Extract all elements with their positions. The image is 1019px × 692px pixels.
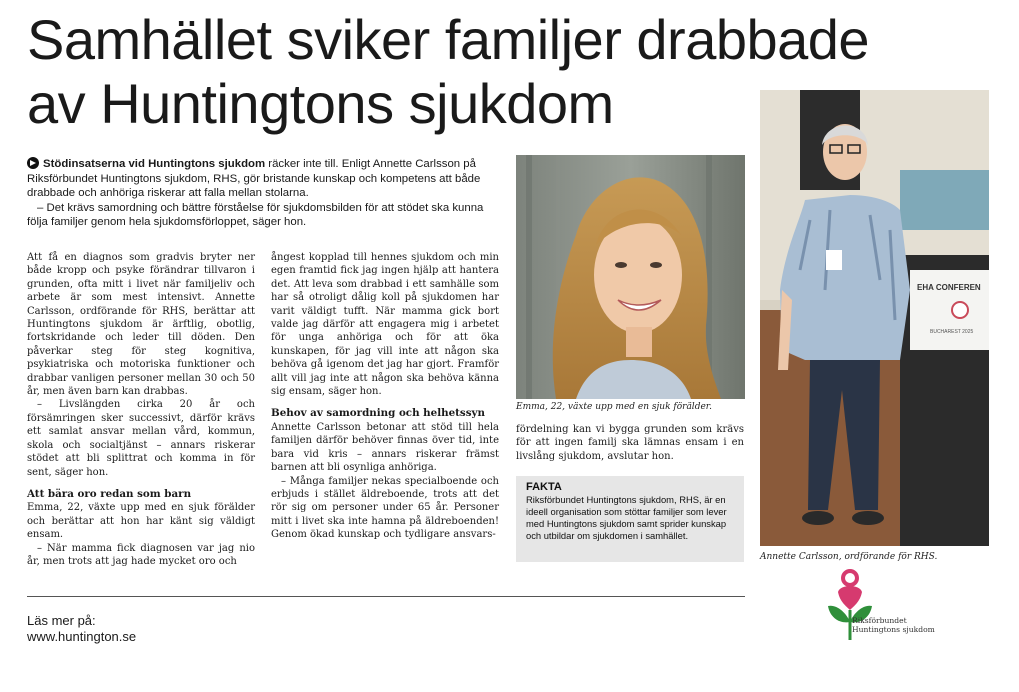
article-column-1 [27, 251, 255, 568]
article-column-3 [516, 423, 744, 463]
sign-text-1: EHA CONFEREN [917, 283, 981, 292]
footer-divider [27, 596, 745, 597]
lead-text-1: räcker inte till. Enligt Annette Carlsson på Riksförbundet Huntingtons sjukdom, RHS, gör bristande kunskap och kompetens att både drabbade och anhöriga riskerar att falla mellan stolarna. [27, 158, 481, 200]
photo-emma-illustration [516, 155, 745, 399]
col1-paragraph-2: – Livslängden cirka 20 år och försämringen sker successivt, därför krävs ett samlat ansvar mellan vård, kommun, skola och socialtjänst – annars riskerar stödet att bli splittrat och komma in för sent, säger hon. [27, 399, 255, 478]
headline-line-2: av Huntingtons sjukdom [27, 72, 614, 135]
headline-line-1: Samhället sviker familjer drabbade [27, 8, 870, 71]
photo-emma [516, 155, 745, 399]
lead-paragraph [27, 157, 497, 230]
logo-text [852, 616, 935, 634]
caption-emma: Emma, 22, växte upp med en sjuk förälder. [516, 402, 712, 412]
lead-text-2: – Det krävs samordning och bättre förståelse för sjukdomsbilden för att stödet ska kunna följa familjer genom hela sjukdomsförloppet, säger hon. [27, 201, 484, 229]
rhs-logo [824, 566, 934, 644]
logo-text-line-2: Huntingtons sjukdom [852, 625, 935, 634]
sign-text-2: BUCHAREST 2025 [930, 329, 974, 335]
article-column-2 [271, 251, 499, 542]
col1-subheading: Att bära oro redan som barn [27, 487, 192, 500]
col1-paragraph-1: Att få en diagnos som gradvis bryter ner både kropp och psyke förändrar tillvaron i grunden, ofta mitt i livet när familjeliv och arbete är som mest intensivt. Annette Carlsson, ordförande för RHS, berättar att Huntingtons sjukdom är ärftlig, obotlig, fortskridande och leder till döden. Den påverkar steg för steg kognitiva, psykiatriska och motoriska funktioner och drabbar vanligen personer mellan 30 och 50 år, men även barn kan drabbas. [27, 252, 255, 398]
col2-paragraph-2: Annette Carlsson betonar att stöd till hela familjen därför behöver finnas över tid, inte bara vid kris – annars riskerar främst barnen att bli osynliga anhöriga. [271, 421, 499, 474]
col1-paragraph-4: – När mamma fick diagnosen var jag nio år, men trots att jag hade mycket oro och [27, 542, 255, 567]
read-more-label: Läs mer på: [27, 613, 96, 628]
headline [27, 8, 870, 136]
photo-annette-illustration [760, 90, 989, 546]
fakta-box [516, 476, 744, 562]
lead-bold: Stödinsatserna vid Huntingtons sjukdom [43, 158, 266, 170]
read-more [27, 613, 136, 645]
col3-paragraph-1: fördelning kan vi bygga grunden som krävs för att ingen familj ska lämnas ensam i en livslång sjukdom, avslutar hon. [516, 424, 744, 462]
arrow-bullet-icon [27, 157, 39, 169]
col2-subheading: Behov av samordning och helhetssyn [271, 407, 485, 420]
fakta-title: FAKTA [526, 481, 562, 493]
col1-paragraph-3: Emma, 22, växte upp med en sjuk förälder och berättar att hon har känt sig väldigt ensam. [27, 502, 255, 541]
fakta-body: Riksförbundet Huntingtons sjukdom, RHS, är en ideell organisation som stöttar familjer som lever med Huntingtons sjukdom samt sprider kunskap och utbildar om sjukdomen i samhället. [526, 494, 727, 541]
read-more-link[interactable]: www.huntington.se [27, 629, 137, 644]
logo-text-line-1: Riksförbundet [852, 616, 907, 625]
photo-annette [760, 90, 989, 546]
caption-annette: Annette Carlsson, ordförande för RHS. [760, 552, 938, 562]
col2-paragraph-1: ångest kopplad till hennes sjukdom och min egen framtid fick jag ingen hjälp att hantera det. Att leva som drabbad i ett samhälle som har så otroligt dålig koll på sjukdomen har varit väldigt tufft. När mamma gick bort valde jag därför att engagera mig i arbetet för unga anhöriga och för att öka kunskapen, för jag vill inte att någon ska behöva gå igenom det jag har gjort. Framför allt vill jag inte att någon ska behöva känna sig ensam, säger hon. [271, 252, 499, 398]
col2-paragraph-3: – Många familjer nekas specialboende och erbjuds i stället äldreboende, trots att det rör sig om personer under 65 år. Personer mitt i livet ska inte hamna på äldreboenden! Genom ökad kunskap och tydligare ansvars- [271, 475, 499, 541]
